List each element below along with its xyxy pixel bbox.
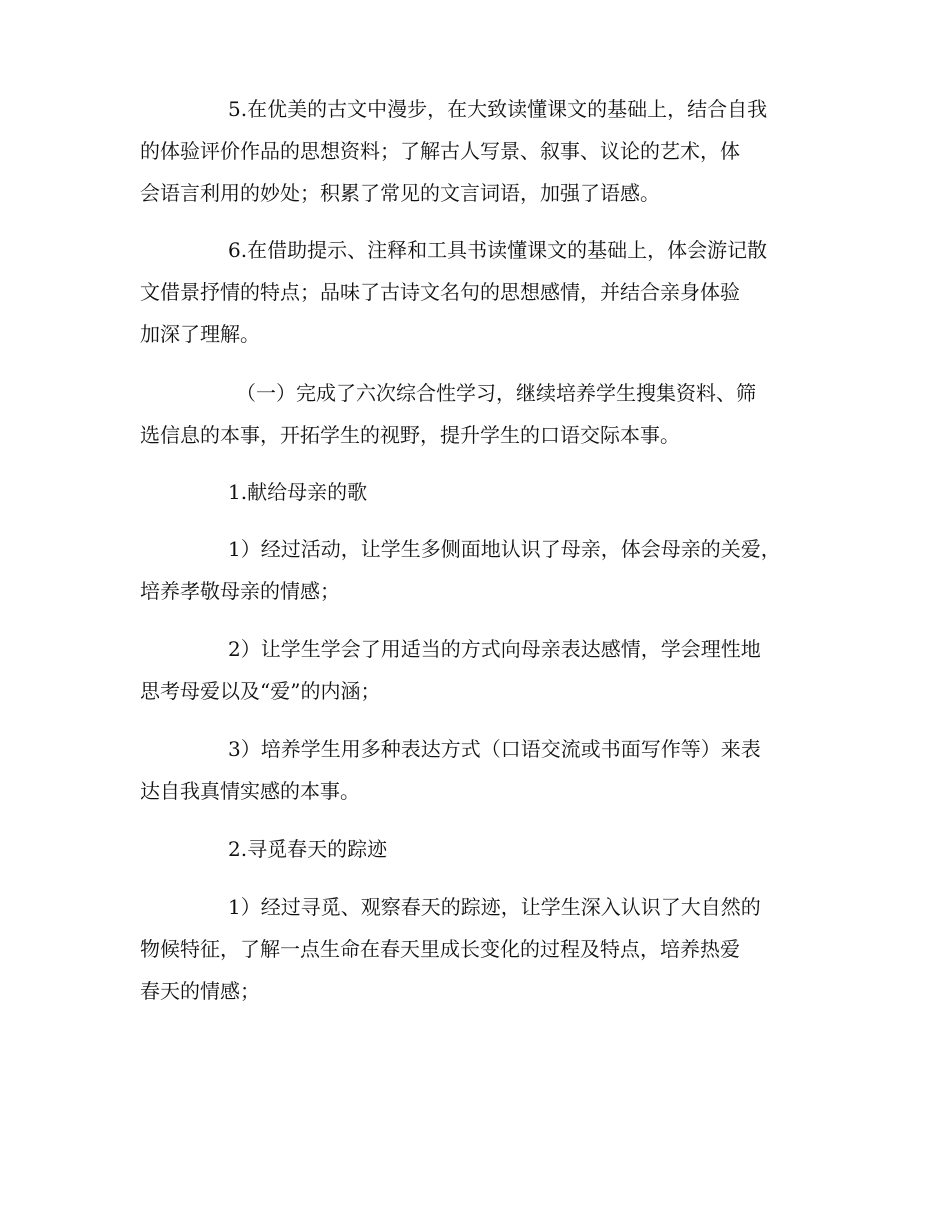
text-line: 1）经过寻觅、观察春天的踪迹，让学生深入认识了大自然的 [228, 895, 761, 919]
text-line: 选信息的本事，开拓学生的视野，提升学生的口语交际本事。 [140, 423, 680, 447]
text-line: 的体验评价作品的思想资料；了解古人写景、叙事、议论的艺术，体 [140, 139, 740, 163]
paragraph-classical-prose [140, 88, 830, 214]
text-line: 思考母爱以及“爱”的内涵； [140, 679, 381, 703]
text-line: 加深了理解。 [140, 322, 260, 346]
heading-spring-traces [140, 828, 830, 870]
text-line: 培养孝敬母亲的情感； [140, 579, 340, 603]
text-line: 3）培养学生用多种表达方式（口语交流或书面写作等）来表 [228, 737, 761, 761]
paragraph-mother-item-1 [140, 528, 830, 612]
paragraph-mother-item-3 [140, 728, 830, 812]
paragraph-spring-item-1 [140, 886, 830, 1012]
text-line: 1）经过活动，让学生多侧面地认识了母亲，体会母亲的关爱， [228, 537, 781, 561]
text-line: 6.在借助提示、注释和工具书读懂课文的基础上，体会游记散 [228, 238, 768, 262]
paragraph-travel-prose [140, 229, 830, 355]
text-line: 物候特征，了解一点生命在春天里成长变化的过程及特点，培养热爱 [140, 937, 740, 961]
text-line: 春天的情感； [140, 979, 260, 1003]
text-line: 5.在优美的古文中漫步，在大致读懂课文的基础上，结合自我 [228, 97, 768, 121]
text-line: 文借景抒情的特点；品味了古诗文名句的思想感情，并结合亲身体验 [140, 280, 740, 304]
paragraph-comprehensive-learning [140, 372, 830, 456]
paragraph-mother-item-2 [140, 628, 830, 712]
text-line: 2）让学生学会了用适当的方式向母亲表达感情，学会理性地 [228, 637, 761, 661]
section-heading: 2.寻觅春天的踪迹 [228, 837, 388, 861]
section-heading: 1.献给母亲的歌 [228, 480, 368, 504]
text-line: （一）完成了六次综合性学习，继续培养学生搜集资料、筛 [236, 381, 756, 405]
text-line: 会语言利用的妙处；积累了常见的文言词语，加强了语感。 [140, 181, 660, 205]
heading-song-for-mother [140, 471, 830, 513]
text-line: 达自我真情实感的本事。 [140, 779, 360, 803]
